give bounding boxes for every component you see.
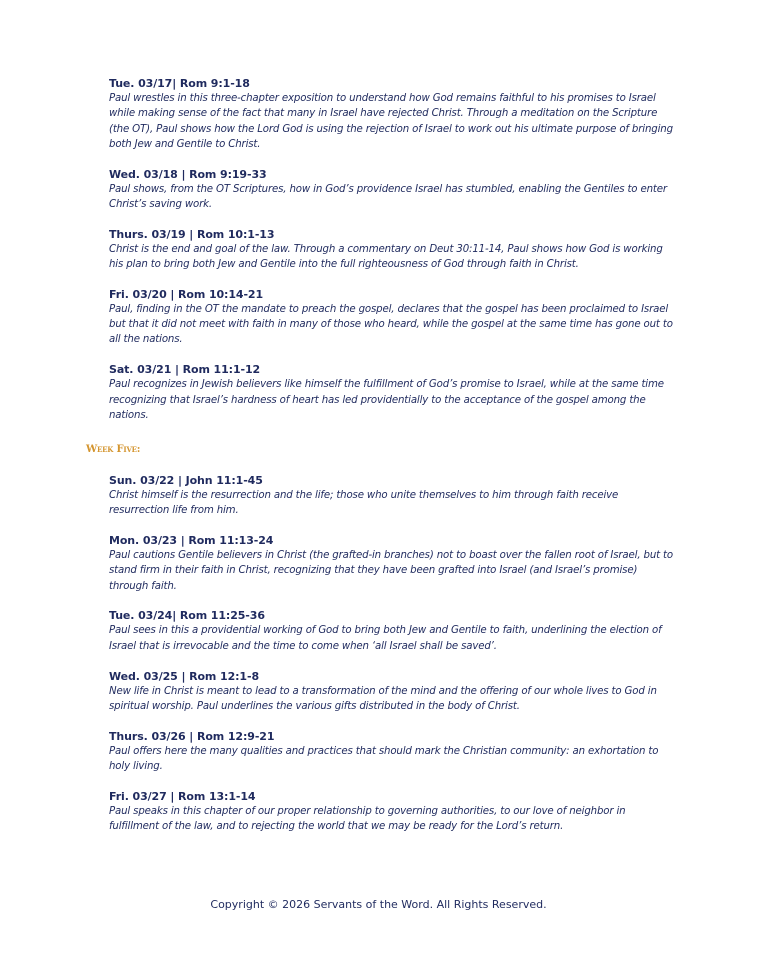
reading-entry: [109, 76, 674, 152]
reading-description: Christ is the end and goal of the law. Through a commentary on Deut 30:11-14, Paul shows how God is working his plan to bring both Jew and Gentile into the full righteousness of God through faith in Christ.: [109, 243, 663, 271]
reading-entry: [109, 287, 674, 348]
reading-heading: Fri. 03/20 | Rom 10:14-21: [109, 287, 264, 301]
reading-list-week-four: [109, 76, 674, 438]
reading-heading: Thurs. 03/19 | Rom 10:1-13: [109, 227, 275, 241]
reading-entry: [109, 729, 674, 775]
reading-heading: Thurs. 03/26 | Rom 12:9-21: [109, 729, 275, 743]
reading-heading: Wed. 03/25 | Rom 12:1-8: [109, 669, 259, 683]
copyright-footer: Copyright © 2026 Servants of the Word. All Rights Reserved.: [210, 898, 547, 911]
reading-description: Paul cautions Gentile believers in Christ (the grafted-in branches) not to boast over the fallen root of Israel, but to stand firm in their faith in Christ, recognizing that they have been grafted into Israel (and Israel’s promise) through faith.: [109, 550, 673, 592]
reading-heading: Tue. 03/17| Rom 9:1-18: [109, 77, 250, 90]
reading-description: Paul shows, from the OT Scriptures, how in God’s providence Israel has stumbled, enabling the Gentiles to enter Christ’s saving work.: [109, 183, 667, 210]
reading-entry: [109, 608, 674, 654]
reading-entry: [109, 362, 674, 423]
reading-list-week-five: [109, 473, 674, 849]
reading-heading: Sun. 03/22 | John 11:1-45: [109, 474, 263, 487]
reading-entry: [109, 167, 674, 213]
reading-entry: [109, 533, 674, 594]
reading-description: Paul wrestles in this three-chapter exposition to understand how God remains faithful to his promises to Israel while making sense of the fact that many in Israel have rejected Christ. Through a meditation on the Scripture (the OT), Paul shows how the Lord God is using the rejection of Israel to work out his ultimate purpose of bringing both Jew and Gentile to Christ.: [109, 93, 673, 150]
reading-description: Paul, finding in the OT the mandate to preach the gospel, declares that the gospel has been proclaimed to Israel but that it did not meet with faith in many of those who heard, while the gospel at the same time has gone out to all the nations.: [109, 303, 673, 346]
reading-description: Paul sees in this a providential working of God to bring both Jew and Gentile to faith, underlining the election of Israel that is irrevocable and the time to come when ‘all Israel shall be saved’.: [109, 625, 662, 652]
week-five-heading: Week Five:: [86, 444, 141, 455]
reading-description: Paul speaks in this chapter of our proper relationship to governing authorities, to our love of neighbor in fulfillment of the law, and to rejecting the world that we may be ready for the Lord’s return.: [109, 805, 626, 833]
reading-heading: Fri. 03/27 | Rom 13:1-14: [109, 789, 256, 803]
reading-heading: Sat. 03/21 | Rom 11:1-12: [109, 363, 261, 377]
reading-description: Paul recognizes in Jewish believers like himself the fulfillment of God’s promise to Israel, while at the same time recognizing that Israel’s hardness of heart has led providentially to the acceptance of the gospel among the nations.: [109, 379, 664, 421]
reading-heading: Tue. 03/24| Rom 11:25-36: [109, 609, 265, 623]
reading-entry: [109, 227, 674, 273]
reading-entry: [109, 473, 674, 519]
reading-entry: [109, 669, 674, 715]
reading-heading: Mon. 03/23 | Rom 11:13-24: [109, 534, 274, 548]
reading-description: Paul offers here the many qualities and practices that should mark the Christian community: an exhortation to holy living.: [109, 745, 659, 772]
reading-description: New life in Christ is meant to lead to a transformation of the mind and the offering of our whole lives to God in spiritual worship. Paul underlines the various gifts distributed in the body of Christ.: [109, 685, 657, 712]
reading-heading: Wed. 03/18 | Rom 9:19-33: [109, 167, 267, 181]
reading-entry: [109, 789, 674, 835]
reading-description: Christ himself is the resurrection and the life; those who unite themselves to him through faith receive resurrection life from him.: [109, 490, 619, 517]
